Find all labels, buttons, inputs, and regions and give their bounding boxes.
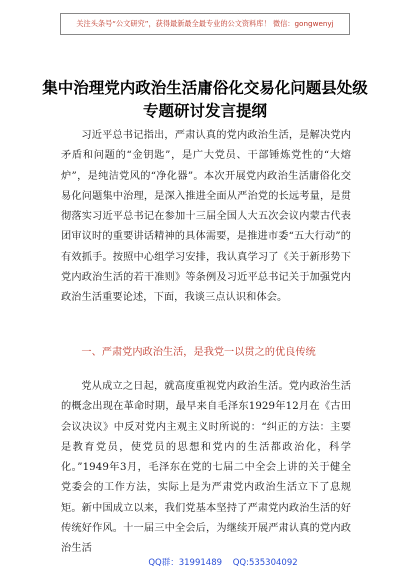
footer-contact xyxy=(128,556,318,568)
footer-qq: QQ:535304092 xyxy=(232,558,298,568)
section-heading-1: 一、严肃党内政治生活，是我党一以贯之的优良传统 xyxy=(81,347,316,358)
section-1-paragraph: 党从成立之日起，就高度重视党内政治生活。党内政治生活的概念出现在革命时期，最早来自毛泽东1929年12月在《古田会议决议》中反对党内主观主义时所说的：“纠正的方法：主要是教育党员，使党员的思想和党内的生活都政治化，科学化。”1949年3月，毛泽东在党的七届二中全会上讲的关于健全党委会的工作方法，实际上是为严肃党内政治生活立下了息规矩。新中国成立以来，我们党基本坚持了严肃党内政治生活的好传统好作风。十一届三中全会后，为继续开展严肃认真的党内政治生活 xyxy=(61,381,351,555)
intro-paragraph: 习近平总书记指出，严肃认真的党内政治生活，是解决党内矛盾和问题的“金钥匙”，是广大党员、干部锤炼党性的“大熔炉”，是纯洁党风的“净化器”。本次开展党内政治生活庸俗化交易化问题集中治理，是深入推进全面从严治党的长远考量，是贯彻落实习近平总书记在参加十三届全国人大五次会议内蒙古代表团审议时的重要讲话精神的具体需要，是推进市委“五大行动”的有效抓手。按照中心组学习安排，我认真学习了《关于新形势下党内政治生活的若干准则》等条例及习近平总书记关于加强党内政治生活重要论述，下面，我谈三点认识和体会。 xyxy=(61,130,351,304)
promo-banner: 关注头条号“公文研究”，获得最新最全最专业的公文资料库！ 微信：gongwenyj xyxy=(60,13,350,35)
document-title: 集中治理党内政治生活庸俗化交易化问题县处级专题研讨发言提纲 xyxy=(42,79,368,120)
footer-qq-group: QQ群：31991489 xyxy=(148,558,223,568)
